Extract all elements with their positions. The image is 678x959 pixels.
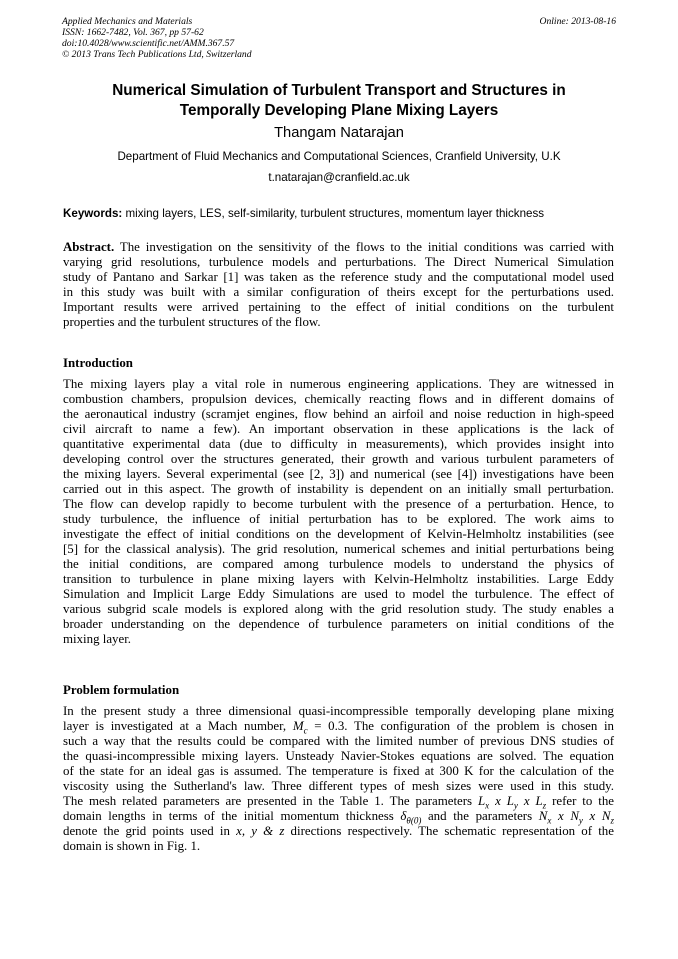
problem-formulation-heading: Problem formulation [63,683,180,697]
abstract-line: Abstract. The investigation on the sensitivity of the flows to the initial conditions was carried with [63,240,614,254]
author-email: t.natarajan@cranfield.ac.uk [268,171,410,184]
problem-formulation-paragraph [63,704,614,854]
problem-line: of the state for an ideal gas is assumed. The temperature is fixed at 300 K for the calculation of the [63,764,614,778]
intro-line: the mixing layers. Several experimental (see [2, 3]) and numerical (see [4]) investigations have been [63,467,614,481]
problem-line: layer is investigated at a Mach number, $M_c = 0.3$. The configuration of the problem is chosen in [63,719,614,736]
online-date: Online: 2013-08-16 [539,16,616,27]
abstract-label: Abstract. [63,240,115,254]
problem-line: In the present study a three dimensional quasi-incompressible temporally developing plane mixing [63,704,614,718]
abstract-line: study of Pantano and Sarkar [1] was taken as the reference study and the computational model used [63,270,614,284]
intro-line: investigate the effect of initial conditions on the development of Kelvin-Helmholtz instabilities (see [63,527,614,541]
problem-line: denote the grid points used in x, y & z directions respectively. The schematic representation of the [63,824,614,838]
abstract-line: in this study was built with a similar configuration of theirs except for the perturbations used. [63,285,614,299]
intro-line: transition to turbulence in plane mixing layers with Kelvin-Helmholtz instabilities. Large Eddy [63,572,614,586]
abstract-line: properties and the turbulent structures of the flow. [63,315,321,329]
intro-line: civil aircraft to name a few). An important observation in these applications is the lack of [63,422,614,436]
problem-line: domain is shown in Fig. 1. [63,839,201,853]
paper-title [62,81,616,121]
copyright-line: © 2013 Trans Tech Publications Ltd, Switzerland [62,49,252,60]
problem-line: the quasi-incompressible mixing layers. Unsteady Navier-Stokes equations are solved. The equation [63,749,614,763]
intro-line: the aeronautical industry (scramjet engines, flow behind an airfoil and noise reduction in high-speed [63,407,614,421]
intro-line: the initial conditions, are compared among turbulence models to understand the physics of [63,557,614,571]
problem-line: viscosity using the Sutherland's law. Three different types of mesh sizes were used in this study. [63,779,614,793]
introduction-paragraph [63,377,614,647]
problem-line: domain lengths in terms of the initial momentum thickness $\delta_{\theta(0)}$ and the parameters $N_x$ x $N_y$ x $N_z$ [63,809,615,826]
abstract-paragraph [63,240,614,330]
abstract-line: Important results were arrived pertaining to the effect of initial conditions on the turbulent [63,300,614,314]
title-line-1: Numerical Simulation of Turbulent Transport and Structures in [112,82,566,99]
intro-line: broader understanding on the dependence of turbulence parameters on initial conditions of the [63,617,614,631]
intro-line: developing control over the structures generated, their growth and various turbulent parameters of [63,452,614,466]
intro-line: carried out in this aspect. The growth of instability is dependent on an initially small perturbation. [63,482,614,496]
intro-line: mixing layer. [63,632,132,646]
problem-line: such a way that the results could be compared with the limited number of previous DNS studies of [63,734,614,748]
doi-line: doi:10.4028/www.scientific.net/AMM.367.57 [62,38,235,49]
intro-line: The flow can develop rapidly to become turbulent with the presence of a perturbation. Hence, to [63,497,614,511]
keywords [63,206,623,221]
affiliation: Department of Fluid Mechanics and Computational Sciences, Cranfield University, U.K [117,150,561,163]
journal-header [62,16,616,60]
journal-name: Applied Mechanics and Materials [62,16,193,27]
intro-line: study turbulence, the influence of initial perturbation has to be explored. The work aims to [63,512,614,526]
intro-line: various subgrid scale models is explored along with the grid resolution study. The study enables a [63,602,614,616]
intro-line: The mixing layers play a vital role in numerous engineering applications. They are witnessed in [63,377,614,391]
author-name: Thangam Natarajan [274,125,404,141]
abstract-line: varying grid resolutions, turbulence models and perturbations. The Direct Numerical Simulation [63,255,614,269]
intro-line: combustion chambers, propulsion devices, chemically reacting flows and in different domains of [63,392,614,406]
intro-line: [5] for the classical analysis). The grid resolution, numerical schemes and initial perturbations being [63,542,614,556]
keywords-text: mixing layers, LES, self-similarity, turbulent structures, momentum layer thickness [122,207,545,220]
intro-line: quantitative experimental data (due to difficulty in measurements), which provides insight into [63,437,614,451]
keywords-label: Keywords: [63,207,123,220]
introduction-heading: Introduction [63,356,133,370]
issn-line: ISSN: 1662-7482, Vol. 367, pp 57-62 [62,27,204,38]
title-line-2: Temporally Developing Plane Mixing Layers [179,102,499,119]
problem-line: The mesh related parameters are presented in the Table 1. The parameters $L_x$ x $L_y$ x $L_z$ refer to the [63,794,615,811]
intro-line: Simulation and Implicit Large Eddy Simulations are used to model the turbulence. The effect of [63,587,614,601]
